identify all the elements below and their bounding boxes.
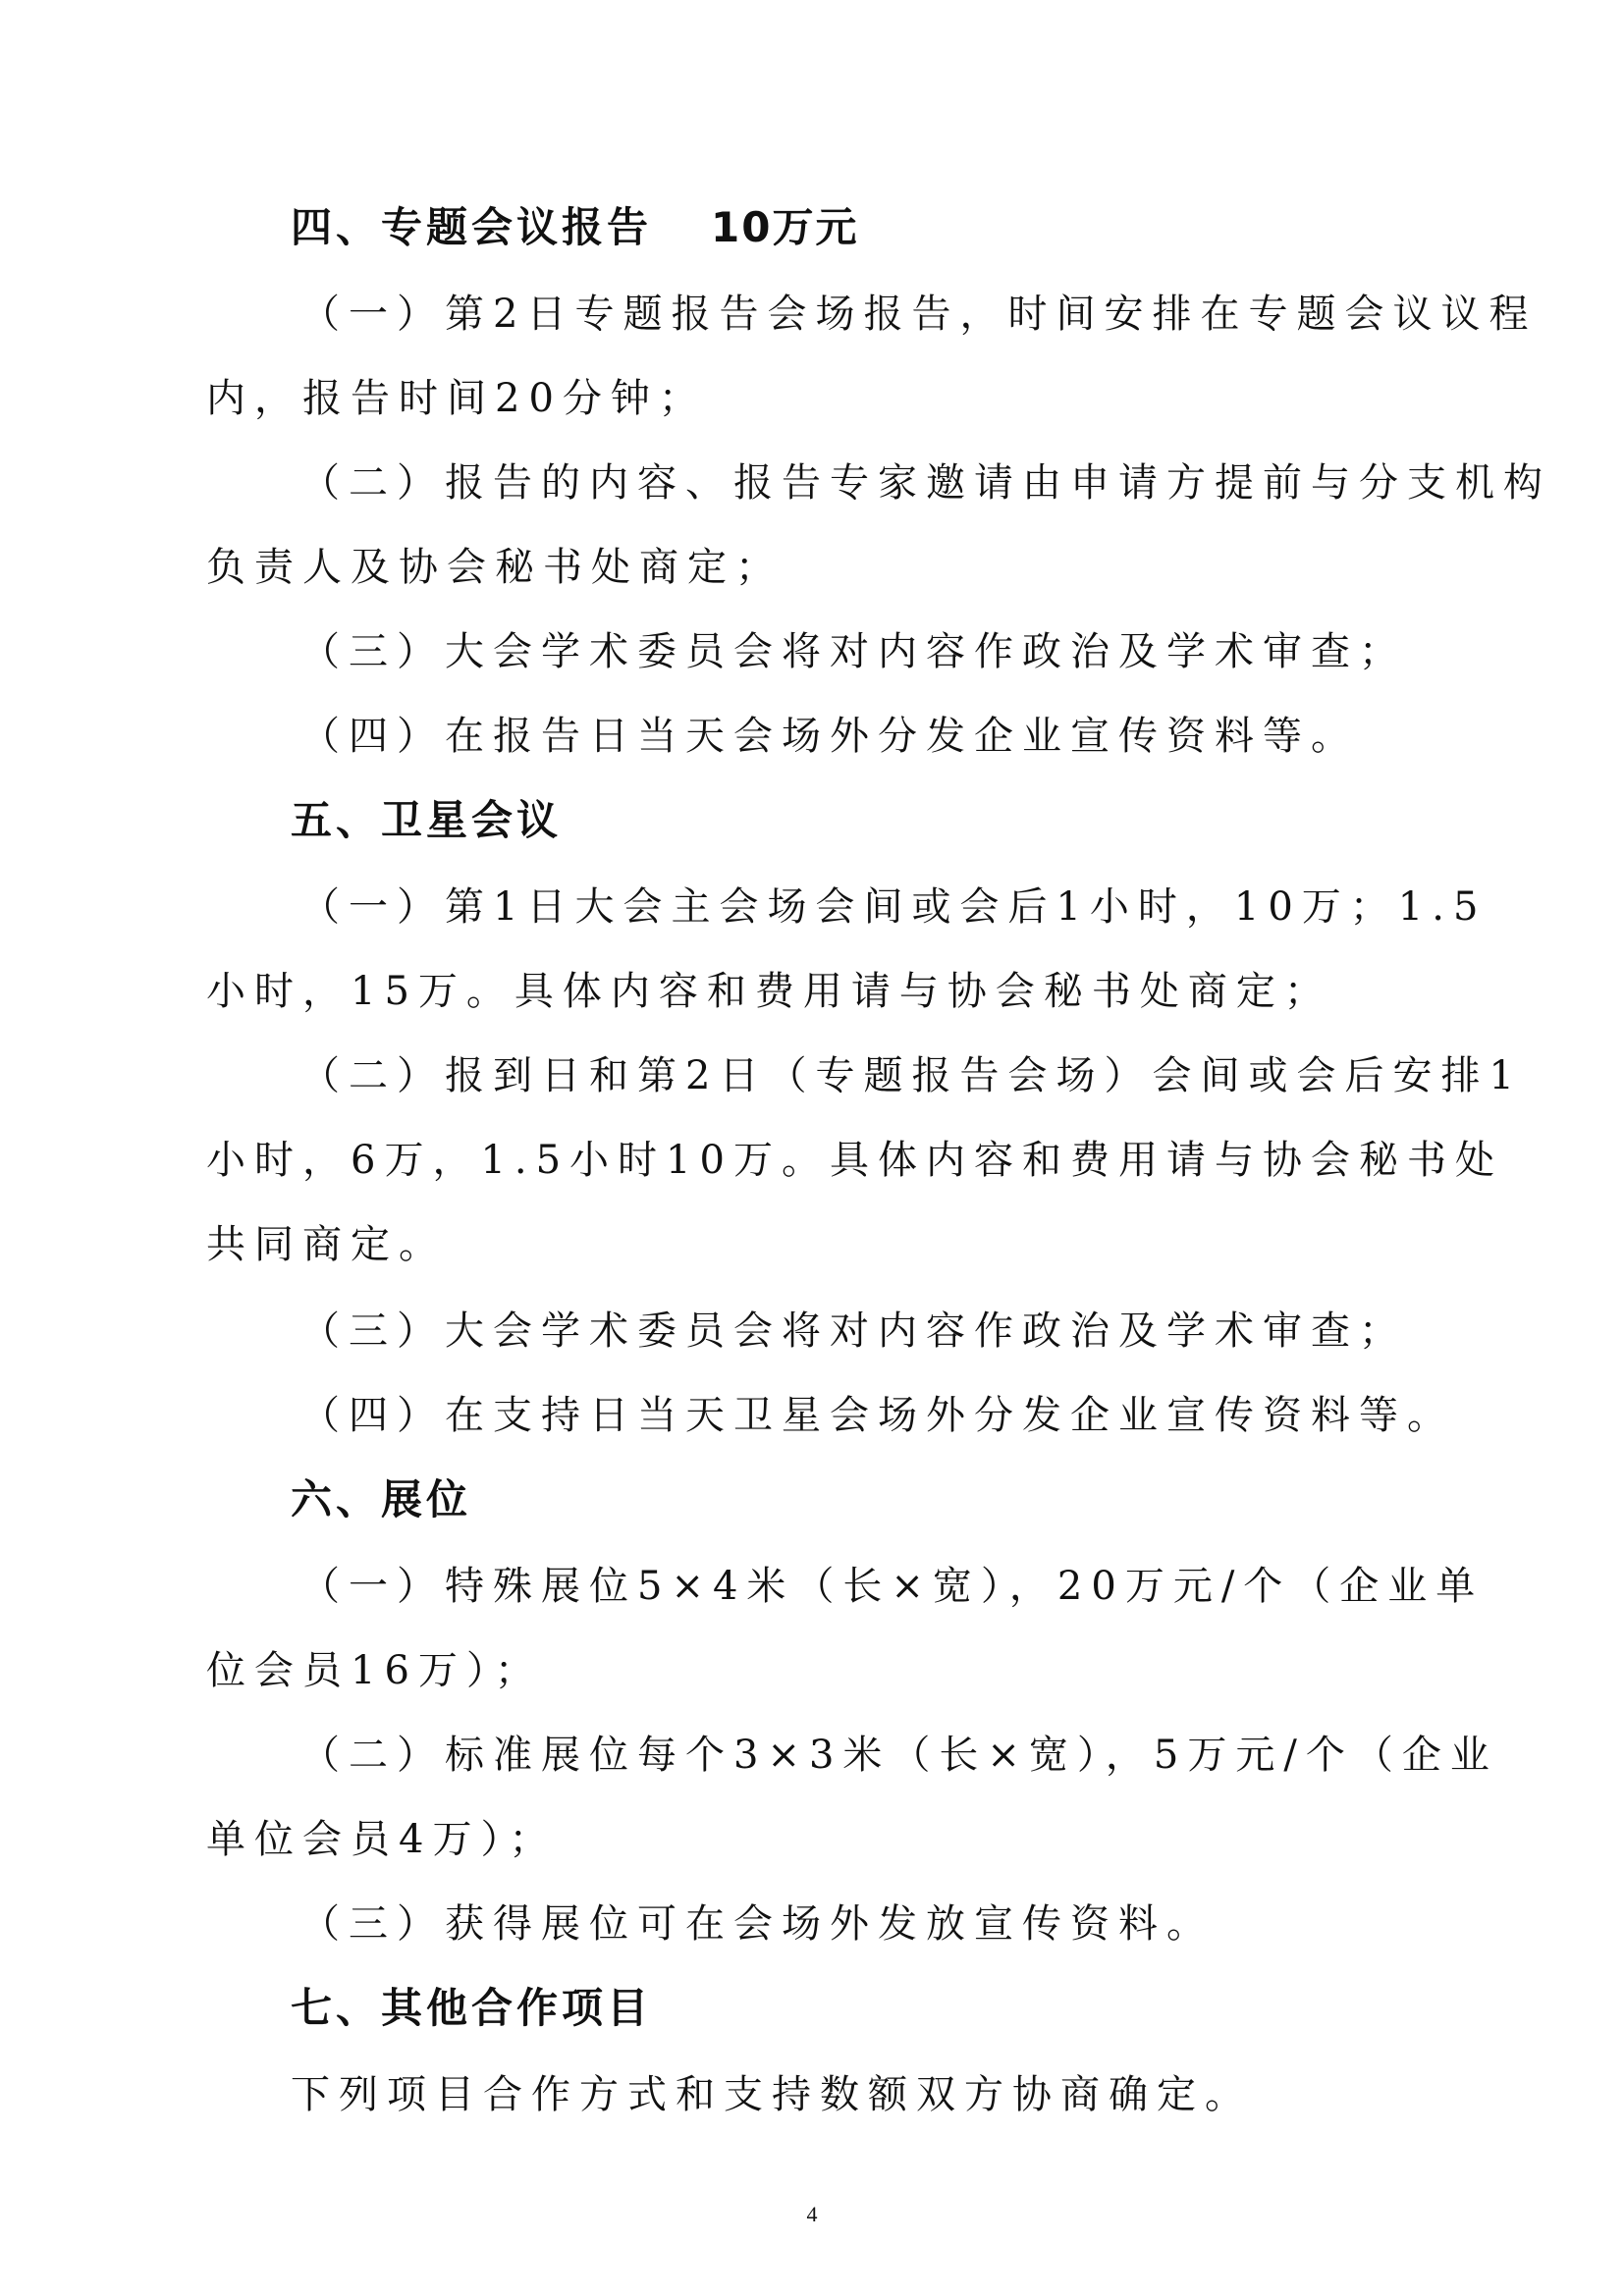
section-5-item-2-line-2: 小时，6万，1.5小时10万。具体内容和费用请与协会秘书处 xyxy=(206,1138,1503,1183)
section-4-item-1-line-1: （一）第2日专题报告会场报告，时间安排在专题会议议程 xyxy=(300,292,1538,337)
section-5-item-2-line-3: 共同商定。 xyxy=(206,1222,447,1267)
section-4-heading xyxy=(291,202,1528,253)
section-4-title: 四、专题会议报告 xyxy=(291,203,653,251)
section-6-item-1-line-2: 位会员16万）； xyxy=(206,1648,543,1693)
section-6-item-2-line-1: （二）标准展位每个3×3米（长×宽），5万元/个（企业 xyxy=(300,1733,1498,1778)
section-6-item-3: （三）获得展位可在会场外发放宣传资料。 xyxy=(300,1901,1215,1947)
section-4-item-3: （三）大会学术委员会将对内容作政治及学术审查； xyxy=(300,629,1407,674)
section-5-item-1-line-1: （一）第1日大会主会场会间或会后1小时，10万；1.5 xyxy=(300,884,1488,930)
page-number: 4 xyxy=(806,2202,818,2226)
section-4-amount: 10万元 xyxy=(711,203,859,251)
section-6-item-1-line-1: （一）特殊展位5×4米（长×宽），20万元/个（企业单 xyxy=(300,1564,1485,1609)
section-7-intro: 下列项目合作方式和支持数额双方协商确定。 xyxy=(291,2072,1253,2117)
section-5-item-2-line-1: （二）报到日和第2日（专题报告会场）会间或会后安排1 xyxy=(300,1053,1523,1098)
section-6-heading: 六、展位 xyxy=(291,1475,472,1523)
section-7-heading: 七、其他合作项目 xyxy=(291,1984,653,2032)
section-6-item-2-line-2: 单位会员4万）； xyxy=(206,1817,558,1862)
section-5-item-4: （四）在支持日当天卫星会场外分发企业宣传资料等。 xyxy=(300,1393,1455,1438)
section-4-item-2-line-2: 负责人及协会秘书处商定； xyxy=(206,545,784,590)
section-4-item-4: （四）在报告日当天会场外分发企业宣传资料等。 xyxy=(300,714,1359,759)
section-5-heading: 五、卫星会议 xyxy=(291,796,563,844)
section-5-item-3: （三）大会学术委员会将对内容作政治及学术审查； xyxy=(300,1308,1407,1354)
section-4-item-1-line-2: 内，报告时间20分钟； xyxy=(206,376,707,421)
section-5-item-1-line-2: 小时，15万。具体内容和费用请与协会秘书处商定； xyxy=(206,969,1332,1014)
section-4-item-2-line-1: （二）报告的内容、报告专家邀请由申请方提前与分支机构 xyxy=(300,460,1551,506)
